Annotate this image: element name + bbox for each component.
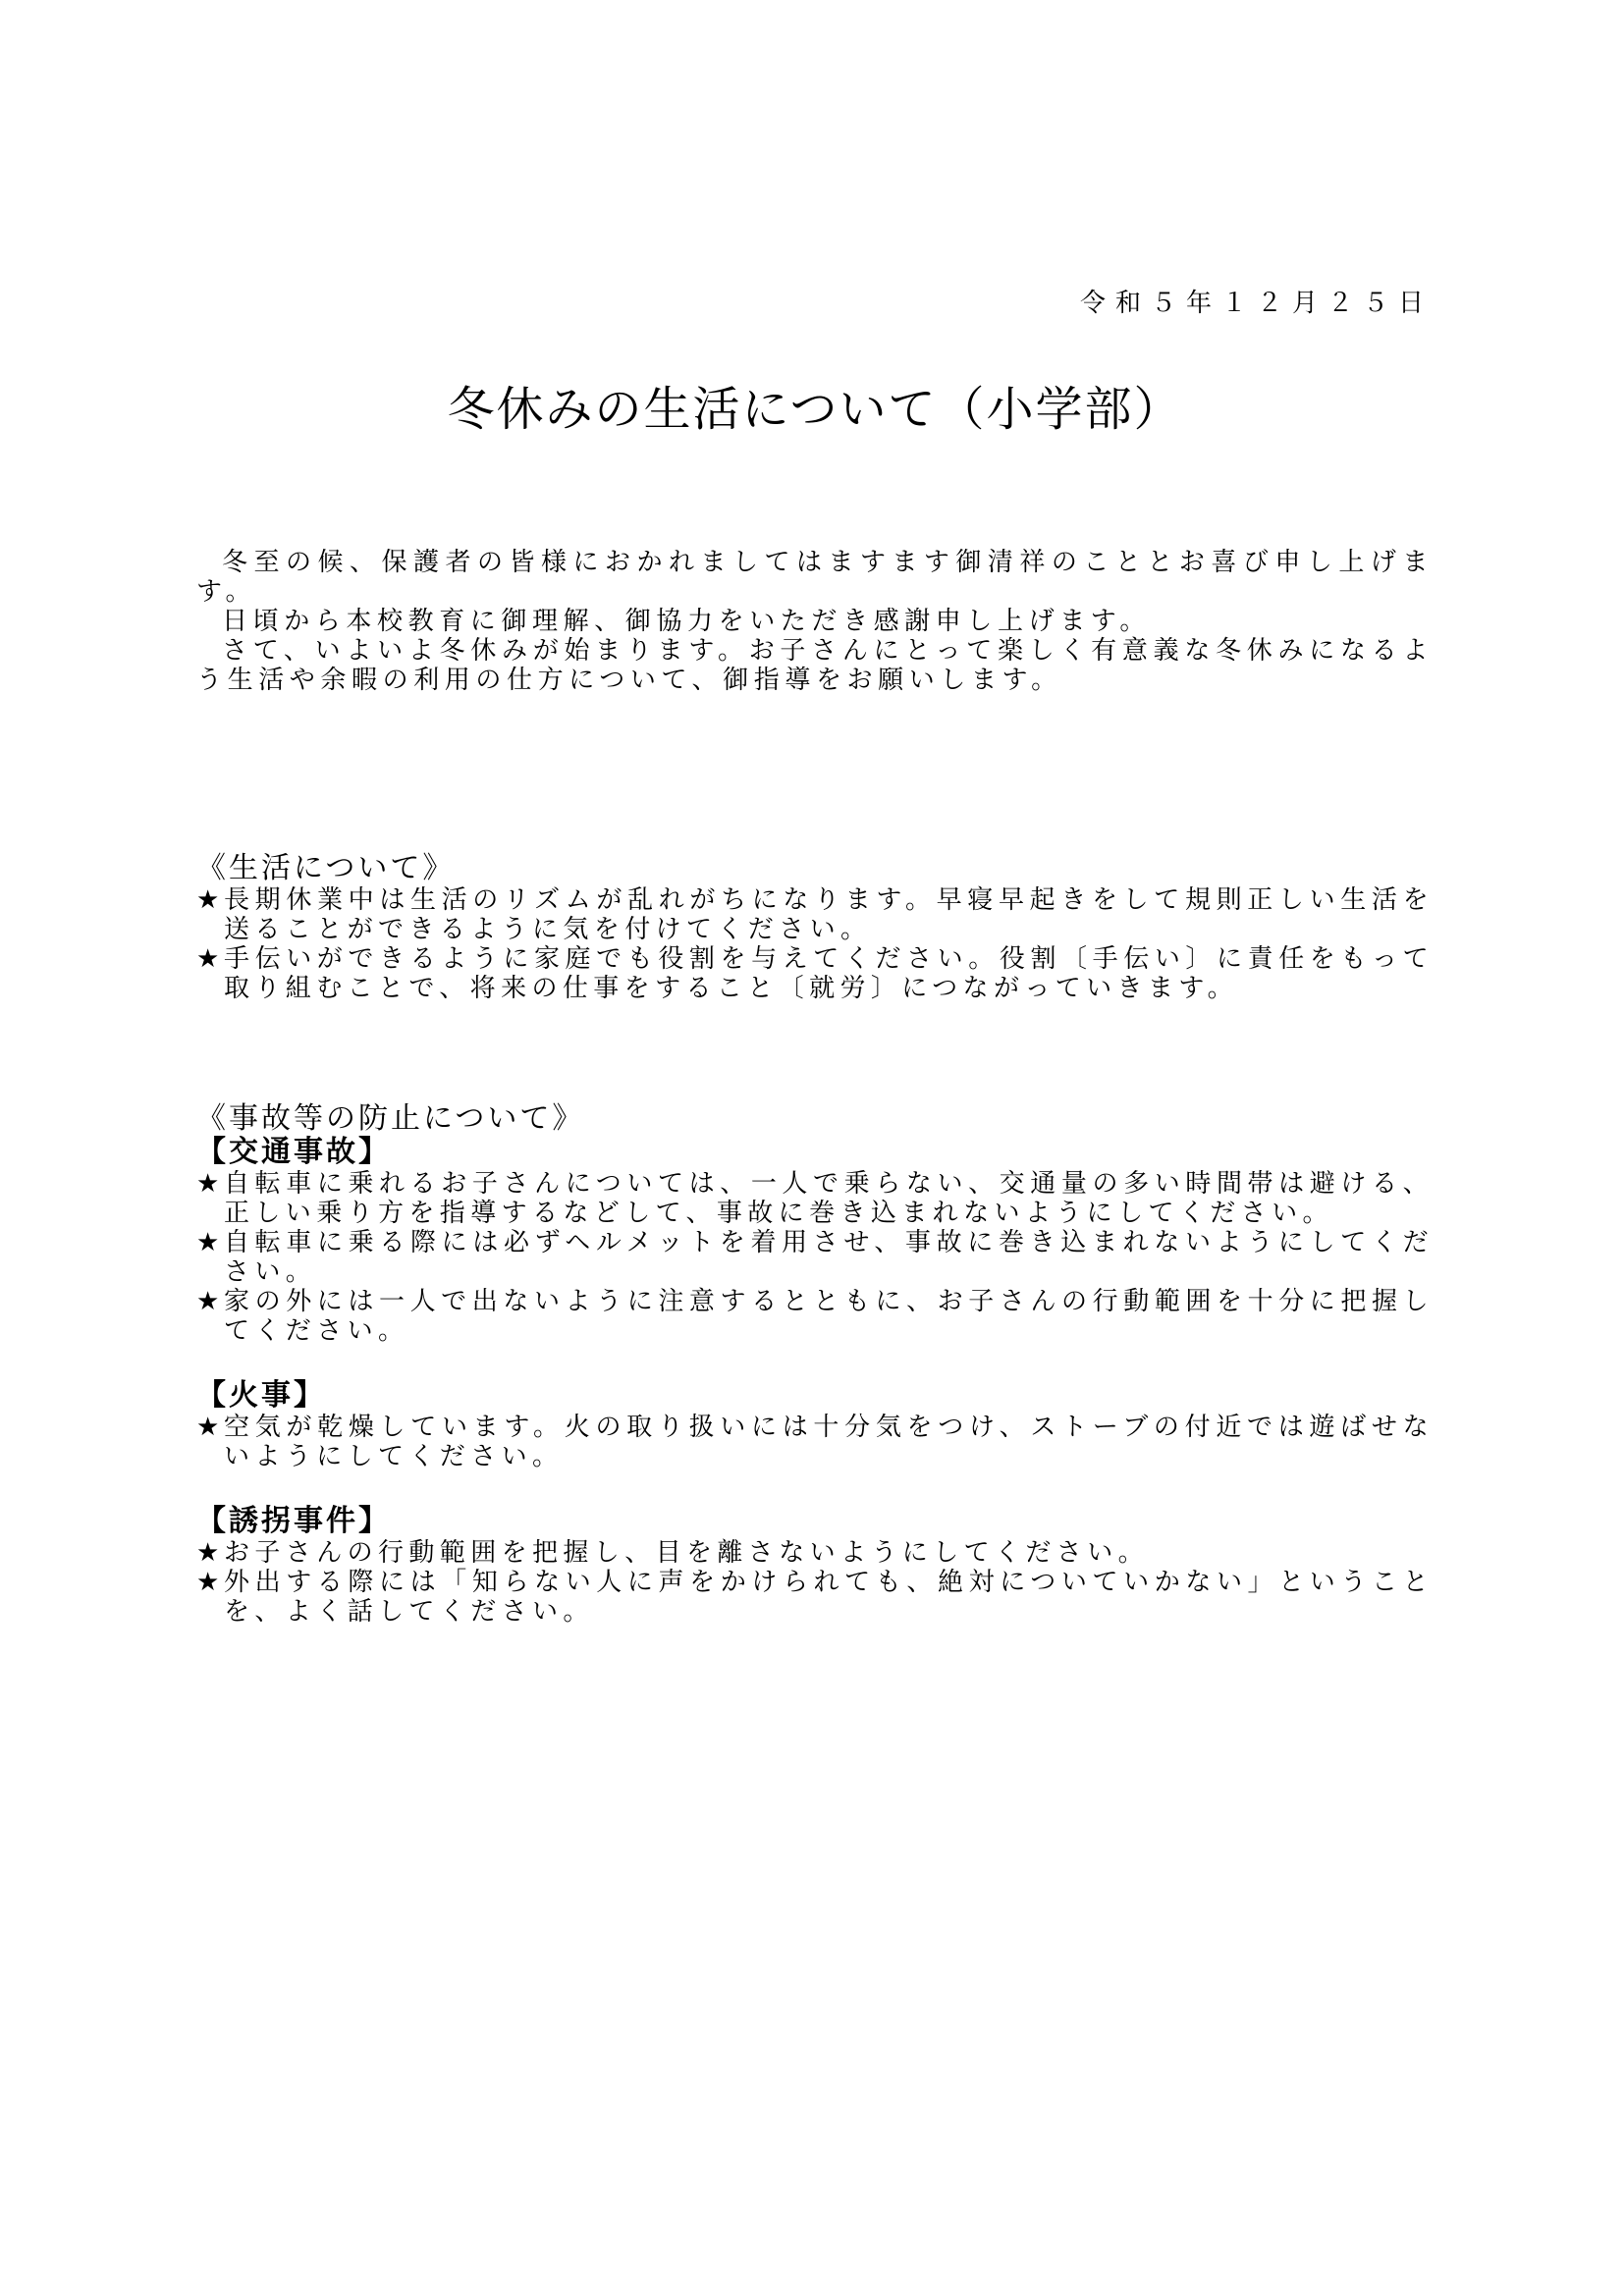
list-item-text: お子さんの行動範囲を把握し、目を離さないようにしてください。 <box>224 1538 1150 1568</box>
star-icon: ★ <box>196 1568 225 1597</box>
list-item <box>196 1538 1434 1568</box>
list-item-text: 手伝いができるように家庭でも役割を与えてください。役割〔手伝い〕に責任をもって取り組むことで、将来の仕事をすること〔就労〕につながっていきます。 <box>224 944 1434 1003</box>
list-item <box>196 944 1434 1003</box>
intro-paragraph: 冬至の候、保護者の皆様におかれましてはますます御清祥のこととお喜び申し上げます。 <box>196 548 1434 607</box>
list-item-text: 自転車に乗れるお子さんについては、一人で乗らない、交通量の多い時間帯は避ける、正しい乗り方を指導するなどして、事故に巻き込まれないようにしてください。 <box>224 1169 1434 1228</box>
abduction-subsection <box>196 1505 1434 1627</box>
list-item <box>196 885 1434 944</box>
star-icon: ★ <box>196 1413 225 1442</box>
star-icon: ★ <box>196 885 225 915</box>
star-icon: ★ <box>196 1287 225 1316</box>
star-icon: ★ <box>196 944 225 974</box>
list-item-text: 外出する際には「知らない人に声をかけられても、絶対についていかない」ということを、よく話してください。 <box>224 1568 1434 1627</box>
document-page <box>196 0 1434 2296</box>
list-item-text: 家の外には一人で出ないように注意するとともに、お子さんの行動範囲を十分に把握してください。 <box>224 1287 1434 1346</box>
intro-paragraph: 日頃から本校教育に御理解、御協力をいただき感謝申し上げます。 <box>222 607 1151 636</box>
list-item <box>196 1228 1434 1287</box>
section-heading: 《事故等の防止について》 <box>196 1101 585 1136</box>
list-item-text: 自転車に乗る際には必ずヘルメットを着用させ、事故に巻き込まれないようにしてください。 <box>224 1228 1434 1287</box>
subsection-heading: 【交通事故】 <box>196 1135 391 1169</box>
subsection-heading: 【誘拐事件】 <box>196 1504 391 1538</box>
accident-section <box>196 1102 1434 1627</box>
life-list <box>196 885 1434 1003</box>
list-item <box>196 1413 1434 1471</box>
traffic-list <box>196 1169 1434 1346</box>
section-heading: 《生活について》 <box>196 851 456 885</box>
list-item <box>196 1568 1434 1627</box>
traffic-subsection <box>196 1136 1434 1346</box>
list-item-text: 長期休業中は生活のリズムが乱れがちになります。早寝早起きをして規則正しい生活を送ることができるように気を付けてください。 <box>224 885 1434 944</box>
fire-list <box>196 1413 1434 1471</box>
star-icon: ★ <box>196 1169 225 1199</box>
list-item <box>196 1287 1434 1346</box>
subsection-heading: 【火事】 <box>196 1378 326 1413</box>
document-title: 冬休みの生活について（小学部） <box>447 382 1183 437</box>
list-item <box>196 1169 1434 1228</box>
document-date: 令和５年１２月２５日 <box>1079 289 1434 318</box>
intro-paragraph: さて、いよいよ冬休みが始まります。お子さんにとって楽しく有意義な冬休みになるよう生活や余暇の利用の仕方について、御指導をお願いします。 <box>196 636 1434 695</box>
life-section <box>196 852 1434 1003</box>
fire-subsection <box>196 1379 1434 1471</box>
abduction-list <box>196 1538 1434 1627</box>
intro-section <box>196 548 1434 695</box>
list-item-text: 空気が乾燥しています。火の取り扱いには十分気をつけ、ストーブの付近では遊ばせないようにしてください。 <box>224 1413 1434 1471</box>
star-icon: ★ <box>196 1538 225 1568</box>
star-icon: ★ <box>196 1228 225 1257</box>
